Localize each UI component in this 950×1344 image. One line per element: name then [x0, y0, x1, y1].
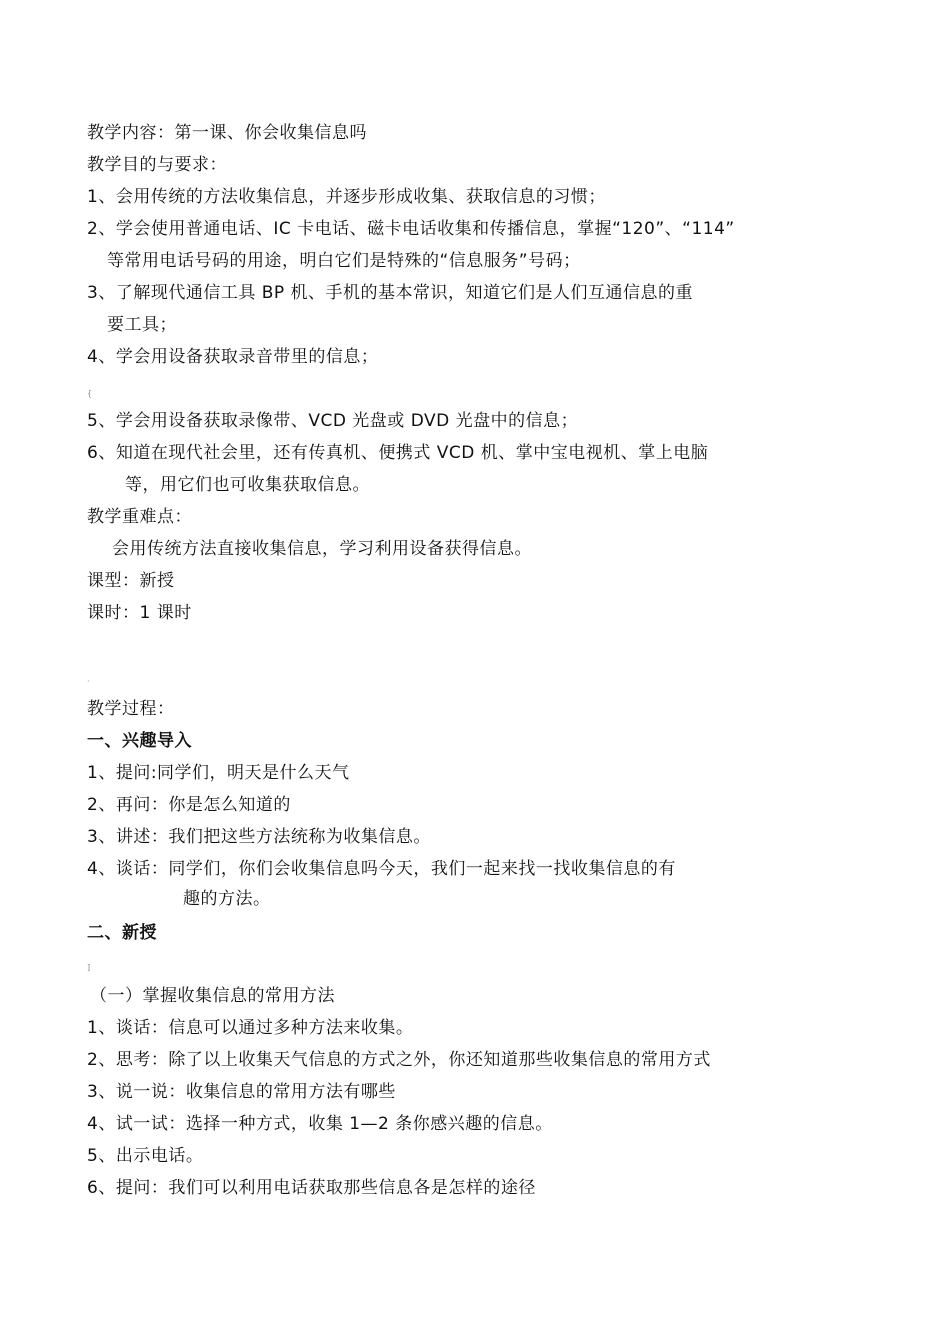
section-title: 一、兴趣导入 — [87, 731, 192, 751]
key-points-heading: 教学重难点： — [87, 507, 192, 527]
stray-mark: { — [87, 389, 93, 398]
content-title: 教学内容：第一课、你会收集信息吗 — [87, 123, 367, 143]
goal-item: 2、学会使用普通电话、IC 卡电话、磁卡电话收集和传播信息，掌握“120”、“114” — [87, 219, 735, 239]
key-points-text: 会用传统方法直接收集信息，学习利用设备获得信息。 — [112, 539, 532, 559]
process-heading: 教学过程： — [87, 699, 175, 719]
list-item: 3、说一说：收集信息的常用方法有哪些 — [87, 1082, 396, 1102]
goal-item-continuation: 等，用它们也可收集获取信息。 — [125, 475, 370, 495]
list-item: 6、提问：我们可以利用电话获取那些信息各是怎样的途径 — [87, 1178, 536, 1198]
list-item: 3、讲述：我们把这些方法统称为收集信息。 — [87, 827, 431, 847]
goal-item-continuation: 等常用电话号码的用途，明白它们是特殊的“信息服务”号码； — [107, 251, 581, 271]
lesson-hours: 课时：1 课时 — [87, 603, 192, 623]
list-item: 4、谈话：同学们，你们会收集信息吗今天，我们一起来找一找收集信息的有 — [87, 859, 676, 879]
goal-item: 3、了解现代通信工具 BP 机、手机的基本常识，知道它们是人们互通信息的重 — [87, 283, 694, 303]
goal-item: 1、会用传统的方法收集信息，并逐步形成收集、获取信息的习惯； — [87, 187, 606, 207]
list-item: 5、出示电话。 — [87, 1146, 204, 1166]
list-item: 1、谈话：信息可以通过多种方法来收集。 — [87, 1018, 414, 1038]
stray-mark: ] — [87, 963, 91, 972]
goal-item: 5、学会用设备获取录像带、VCD 光盘或 DVD 光盘中的信息； — [87, 411, 579, 431]
goal-item: 4、学会用设备获取录音带里的信息； — [87, 347, 379, 367]
section-title: 二、新授 — [87, 923, 157, 943]
list-item: 2、思考：除了以上收集天气信息的方式之外，你还知道那些收集信息的常用方式 — [87, 1050, 711, 1070]
goal-item: 6、知道在现代社会里，还有传真机、便携式 VCD 机、掌中宝电视机、掌上电脑 — [87, 443, 709, 463]
list-item-continuation: 趣的方法。 — [183, 889, 271, 909]
goals-heading: 教学目的与要求： — [87, 155, 227, 175]
list-item: 4、试一试：选择一种方式，收集 1—2 条你感兴趣的信息。 — [87, 1114, 553, 1134]
subsection-title: （一）掌握收集信息的常用方法 — [90, 986, 335, 1006]
list-item: 2、再问：你是怎么知道的 — [87, 795, 291, 815]
lesson-type: 课型：新授 — [87, 571, 175, 591]
goal-item-continuation: 要工具； — [107, 315, 177, 335]
stray-mark: · — [87, 677, 90, 686]
list-item: 1、提问:同学们，明天是什么天气 — [87, 763, 350, 783]
